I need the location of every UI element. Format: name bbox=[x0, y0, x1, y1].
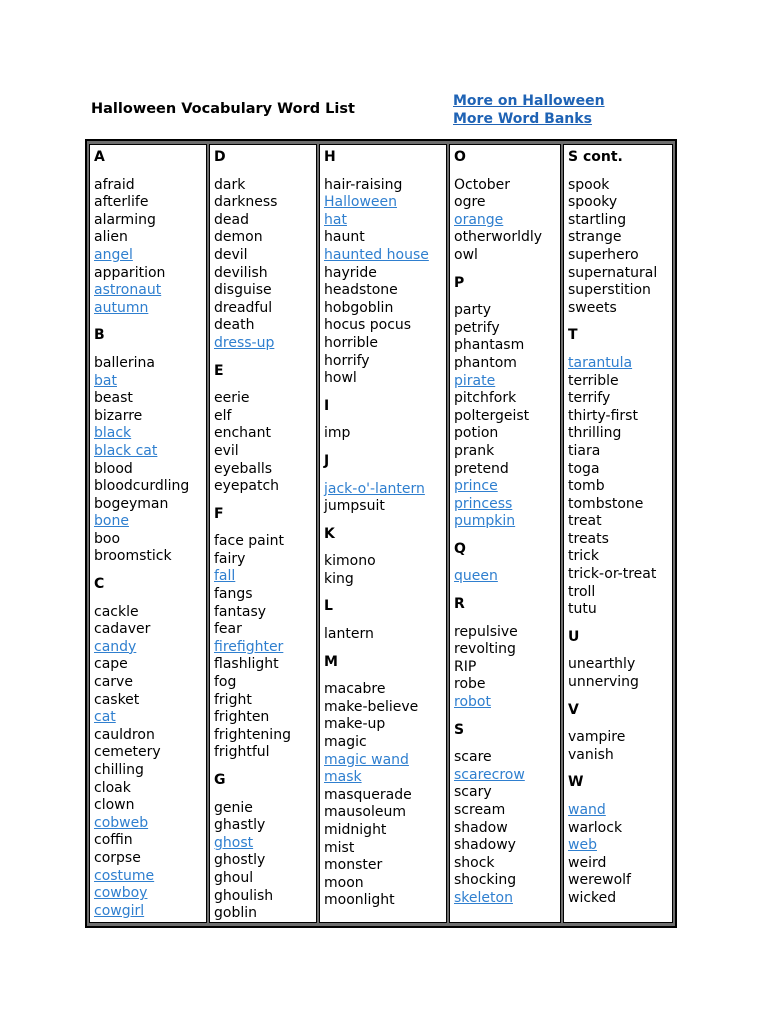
word-item: ghoul bbox=[214, 869, 254, 886]
section-letter-heading: J bbox=[324, 452, 330, 469]
word-item: shadow bbox=[454, 819, 508, 836]
word-item: superhero bbox=[568, 246, 639, 263]
word-item: weird bbox=[568, 854, 607, 871]
word-item: strange bbox=[568, 229, 622, 246]
word-link[interactable]: cowboy bbox=[94, 885, 148, 902]
section-letter-heading: O bbox=[454, 149, 466, 165]
word-item: midnight bbox=[324, 822, 387, 838]
word-item: macabre bbox=[324, 681, 386, 698]
word-item: trick bbox=[568, 548, 599, 565]
word-item: eerie bbox=[214, 390, 250, 407]
word-item: beast bbox=[94, 390, 133, 407]
word-item: moon bbox=[324, 874, 364, 891]
word-item: carve bbox=[94, 674, 133, 691]
word-item: alarming bbox=[94, 211, 156, 228]
section-letter-heading: V bbox=[568, 701, 579, 718]
section-letter-heading: I bbox=[324, 397, 330, 414]
letter-section bbox=[454, 149, 560, 265]
word-link[interactable]: astronaut bbox=[94, 282, 162, 299]
section-letter-heading: T bbox=[568, 327, 578, 344]
word-item: apparition bbox=[94, 264, 166, 281]
word-item: terrify bbox=[568, 390, 611, 407]
word-item: potion bbox=[454, 425, 499, 442]
letter-section bbox=[454, 541, 560, 586]
word-item: scream bbox=[454, 802, 506, 818]
word-link[interactable]: magic wand bbox=[324, 751, 409, 768]
word-item: flashlight bbox=[214, 656, 279, 673]
word-link[interactable]: queen bbox=[454, 568, 498, 585]
word-item: demon bbox=[214, 229, 263, 246]
section-letter-heading: H bbox=[324, 149, 336, 165]
word-link[interactable]: pirate bbox=[454, 372, 496, 389]
word-item: eyeballs bbox=[214, 460, 273, 477]
word-item: lantern bbox=[324, 626, 374, 643]
letter-section bbox=[324, 526, 446, 589]
word-item: dreadful bbox=[214, 299, 273, 316]
word-item: phantasm bbox=[454, 337, 525, 354]
word-item: king bbox=[324, 570, 354, 587]
word-item: RIP bbox=[454, 658, 477, 675]
word-item: magic bbox=[324, 734, 367, 751]
word-link[interactable]: princess bbox=[454, 495, 513, 512]
word-item: bizarre bbox=[94, 407, 143, 424]
word-item: frightful bbox=[214, 744, 270, 761]
section-letter-heading: W bbox=[568, 774, 584, 791]
word-item: cloak bbox=[94, 779, 131, 796]
word-item: darkness bbox=[214, 194, 278, 211]
word-item: October bbox=[454, 176, 511, 193]
word-link[interactable]: Halloween bbox=[324, 194, 398, 211]
word-item: dark bbox=[214, 176, 246, 193]
word-item: casket bbox=[94, 691, 140, 708]
section-letter-heading: S bbox=[454, 721, 465, 738]
word-link[interactable]: prince bbox=[454, 478, 498, 495]
column-4 bbox=[449, 144, 561, 923]
word-item: thirty-first bbox=[568, 407, 638, 424]
word-item: howl bbox=[324, 370, 357, 387]
word-link[interactable]: haunted house bbox=[324, 246, 429, 263]
word-item: wicked bbox=[568, 889, 617, 906]
word-item: poltergeist bbox=[454, 407, 530, 424]
word-item: repulsive bbox=[454, 623, 518, 640]
letter-section bbox=[214, 506, 316, 762]
word-link[interactable]: orange bbox=[454, 211, 504, 228]
word-item: fear bbox=[214, 621, 242, 638]
word-item: phantom bbox=[454, 354, 517, 371]
word-link[interactable]: cobweb bbox=[94, 814, 149, 831]
word-item: enchant bbox=[214, 425, 271, 442]
word-item: toga bbox=[568, 460, 600, 477]
word-item: jumpsuit bbox=[324, 498, 385, 515]
word-link[interactable]: pumpkin bbox=[454, 513, 516, 530]
word-link[interactable]: dress-up bbox=[214, 334, 275, 351]
word-item: dead bbox=[214, 211, 249, 228]
section-letter-heading: C bbox=[94, 576, 105, 593]
word-item: eyepatch bbox=[214, 478, 280, 495]
more-word-banks-link[interactable]: More Word Banks bbox=[453, 111, 592, 127]
letter-section bbox=[214, 363, 316, 496]
letter-section bbox=[94, 327, 206, 566]
word-item: fantasy bbox=[214, 603, 267, 620]
word-item: coffin bbox=[94, 832, 133, 849]
word-item: genie bbox=[214, 799, 253, 816]
letter-section bbox=[324, 149, 446, 388]
word-link[interactable]: tarantula bbox=[568, 354, 633, 371]
column-1 bbox=[89, 144, 207, 923]
letter-section bbox=[324, 598, 446, 643]
letter-section bbox=[94, 576, 206, 920]
word-item: death bbox=[214, 317, 255, 334]
word-item: superstition bbox=[568, 282, 651, 299]
word-link[interactable]: web bbox=[568, 837, 597, 854]
word-item: fog bbox=[214, 674, 237, 691]
word-item: ghostly bbox=[214, 852, 266, 869]
word-item: shock bbox=[454, 854, 495, 871]
word-item: sweets bbox=[568, 299, 617, 316]
word-link[interactable]: scarecrow bbox=[454, 766, 525, 783]
section-letter-heading: L bbox=[324, 598, 333, 615]
word-link[interactable]: cat bbox=[94, 709, 116, 726]
letter-section bbox=[454, 596, 560, 712]
word-item: unearthly bbox=[568, 656, 636, 673]
word-link[interactable]: mask bbox=[324, 769, 362, 786]
word-item: vanish bbox=[568, 746, 614, 763]
column-3 bbox=[319, 144, 447, 923]
word-item: petrify bbox=[454, 319, 500, 336]
word-item: pitchfork bbox=[454, 390, 517, 407]
section-letter-heading: U bbox=[568, 628, 580, 645]
word-item: tutu bbox=[568, 601, 597, 618]
word-item: werewolf bbox=[568, 872, 631, 889]
letter-section bbox=[568, 702, 672, 765]
word-item: devilish bbox=[214, 264, 268, 281]
section-letter-heading: F bbox=[214, 505, 224, 522]
word-item: scare bbox=[454, 749, 492, 766]
letter-section bbox=[568, 629, 672, 692]
word-item: blood bbox=[94, 460, 133, 477]
word-item: cape bbox=[94, 656, 128, 673]
word-item: ghoulish bbox=[214, 887, 274, 904]
word-link[interactable]: fall bbox=[214, 568, 236, 585]
section-letter-heading: R bbox=[454, 596, 465, 613]
letter-section bbox=[454, 275, 560, 531]
word-item: treats bbox=[568, 530, 609, 547]
word-item: tomb bbox=[568, 478, 605, 495]
word-item: moonlight bbox=[324, 892, 395, 909]
word-item: spooky bbox=[568, 194, 618, 211]
top-links bbox=[453, 92, 605, 128]
word-item: alien bbox=[94, 229, 128, 246]
letter-section bbox=[324, 453, 446, 516]
word-item: supernatural bbox=[568, 264, 658, 281]
word-item: make-believe bbox=[324, 698, 419, 715]
word-item: mausoleum bbox=[324, 804, 406, 821]
word-item: party bbox=[454, 302, 491, 319]
word-item: devil bbox=[214, 246, 248, 263]
word-item: prank bbox=[454, 442, 495, 459]
section-letter-heading: S cont. bbox=[568, 149, 623, 165]
word-item: ballerina bbox=[94, 354, 155, 371]
column-5 bbox=[563, 144, 673, 923]
word-item: imp bbox=[324, 425, 351, 442]
word-item: robe bbox=[454, 676, 486, 693]
word-item: otherworldly bbox=[454, 229, 543, 246]
word-item: troll bbox=[568, 583, 596, 600]
word-item: shadowy bbox=[454, 837, 516, 854]
word-item: fairy bbox=[214, 550, 246, 567]
word-item: corpse bbox=[94, 849, 141, 866]
section-letter-heading: B bbox=[94, 327, 105, 344]
letter-section bbox=[214, 772, 316, 923]
word-item: startling bbox=[568, 211, 627, 228]
word-item: boo bbox=[94, 530, 121, 547]
letter-section bbox=[454, 722, 560, 908]
column-2 bbox=[209, 144, 317, 923]
letter-section bbox=[214, 149, 316, 353]
word-item: headstone bbox=[324, 282, 398, 299]
word-item: cackle bbox=[94, 603, 139, 620]
letter-section bbox=[568, 327, 672, 619]
letter-section bbox=[568, 774, 672, 907]
word-link[interactable]: ghost bbox=[214, 834, 254, 851]
word-item: kimono bbox=[324, 553, 376, 570]
word-item: cadaver bbox=[94, 621, 151, 638]
word-item: haunt bbox=[324, 229, 365, 246]
word-item: revolting bbox=[454, 641, 516, 658]
word-item: broomstick bbox=[94, 548, 172, 565]
word-item: masquerade bbox=[324, 786, 412, 803]
word-item: pretend bbox=[454, 460, 509, 477]
section-letter-heading: D bbox=[214, 149, 226, 165]
word-item: vampire bbox=[568, 729, 626, 746]
word-item: spook bbox=[568, 176, 610, 193]
word-item: goblin bbox=[214, 905, 257, 922]
word-item: monster bbox=[324, 857, 383, 874]
word-item: frightening bbox=[214, 726, 291, 743]
word-item: frighten bbox=[214, 709, 270, 726]
more-on-halloween-link[interactable]: More on Halloween bbox=[453, 93, 605, 109]
section-letter-heading: G bbox=[214, 772, 226, 788]
word-link[interactable]: hat bbox=[324, 211, 347, 228]
word-link[interactable]: bone bbox=[94, 513, 129, 530]
word-item: thrilling bbox=[568, 425, 622, 442]
word-item: bogeyman bbox=[94, 495, 169, 512]
section-letter-heading: P bbox=[454, 274, 465, 291]
word-item: evil bbox=[214, 442, 239, 459]
word-item: shocking bbox=[454, 872, 517, 889]
page-title: Halloween Vocabulary Word List bbox=[91, 101, 355, 117]
section-letter-heading: M bbox=[324, 653, 338, 670]
word-link[interactable]: jack-o'-lantern bbox=[324, 480, 425, 497]
word-item: mist bbox=[324, 839, 355, 856]
section-letter-heading: K bbox=[324, 525, 335, 542]
word-link[interactable]: robot bbox=[454, 694, 491, 711]
section-letter-heading: Q bbox=[454, 540, 466, 557]
word-link[interactable]: candy bbox=[94, 638, 137, 655]
word-item: bloodcurdling bbox=[94, 478, 190, 495]
section-letter-heading: A bbox=[94, 149, 105, 165]
word-item: cauldron bbox=[94, 726, 155, 743]
word-link[interactable]: angel bbox=[94, 246, 133, 263]
word-item: scary bbox=[454, 784, 492, 801]
word-item: disguise bbox=[214, 282, 272, 299]
word-item: clown bbox=[94, 797, 135, 814]
word-item: tiara bbox=[568, 442, 601, 459]
word-item: hayride bbox=[324, 264, 377, 281]
word-link[interactable]: firefighter bbox=[214, 638, 284, 655]
word-item: ogre bbox=[454, 194, 486, 211]
letter-section bbox=[568, 149, 672, 317]
word-item: hair-raising bbox=[324, 176, 403, 193]
letter-section bbox=[94, 149, 206, 317]
word-item: horrify bbox=[324, 352, 370, 369]
word-link[interactable]: black cat bbox=[94, 442, 158, 459]
word-link[interactable]: skeleton bbox=[454, 889, 513, 906]
word-item: trick-or-treat bbox=[568, 566, 657, 583]
word-item: horrible bbox=[324, 334, 378, 351]
word-item: cemetery bbox=[94, 744, 161, 761]
word-link[interactable]: cowgirl bbox=[94, 902, 145, 919]
word-item: treat bbox=[568, 513, 602, 530]
word-link[interactable]: wand bbox=[568, 802, 606, 818]
word-item: tombstone bbox=[568, 495, 644, 512]
word-item: make-up bbox=[324, 716, 386, 733]
word-link[interactable]: bat bbox=[94, 372, 117, 389]
word-item: fright bbox=[214, 691, 252, 708]
word-item: terrible bbox=[568, 372, 619, 389]
section-letter-heading: E bbox=[214, 362, 224, 379]
word-item: warlock bbox=[568, 819, 623, 836]
letter-section bbox=[324, 654, 446, 910]
word-item: fangs bbox=[214, 586, 253, 603]
word-item: ghastly bbox=[214, 817, 266, 834]
word-item: hocus pocus bbox=[324, 317, 412, 334]
word-link[interactable]: costume bbox=[94, 867, 155, 884]
vocabulary-table bbox=[85, 139, 677, 928]
word-link[interactable]: autumn bbox=[94, 299, 149, 316]
word-link[interactable]: black bbox=[94, 425, 132, 442]
word-item: hobgoblin bbox=[324, 299, 394, 316]
word-item: afraid bbox=[94, 176, 135, 193]
word-item: elf bbox=[214, 407, 232, 424]
word-item: afterlife bbox=[94, 194, 149, 211]
letter-section bbox=[324, 398, 446, 443]
word-item: unnerving bbox=[568, 674, 639, 691]
word-item: owl bbox=[454, 246, 478, 263]
word-item: face paint bbox=[214, 533, 284, 550]
word-item: chilling bbox=[94, 762, 144, 778]
